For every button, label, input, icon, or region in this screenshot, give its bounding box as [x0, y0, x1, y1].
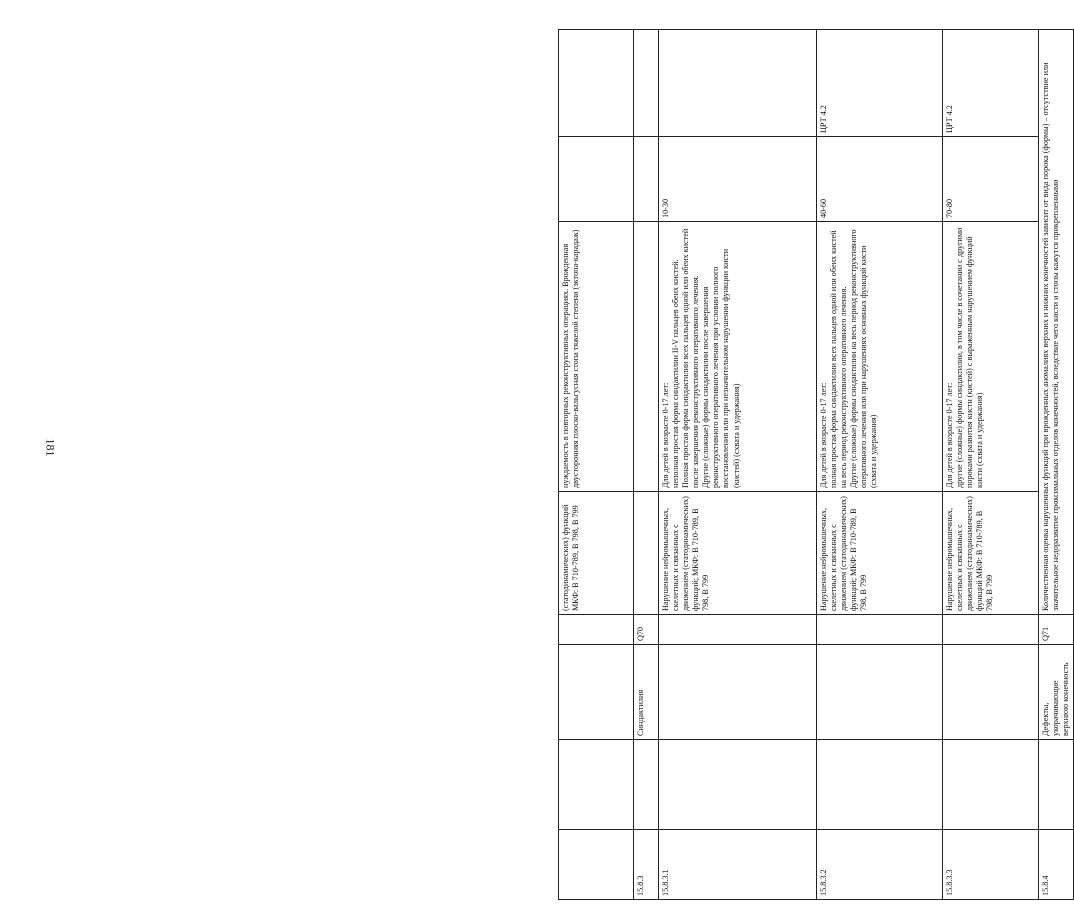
cell-code: 15.8.4	[1039, 830, 1074, 900]
cell-empty	[817, 740, 943, 830]
cell-criteria: ЦРТ 4.2	[943, 30, 1039, 137]
cell-code: 15.8.3.3	[943, 830, 1039, 900]
cell-criteria: ЦРТ 4.2	[817, 30, 943, 137]
cell-name	[943, 645, 1039, 740]
cell-disorder: Нарушение нейромышечных, скелетных и связанных с движением (статодинамических) функций; МКФ: В 710-789, В 798, В 799	[659, 492, 817, 615]
cell-code: 15.8.3.1	[659, 830, 817, 900]
cell-disorder: Нарушение нейромышечных, скелетных и связанных с движением (статодинамических) функций; МКФ: В 710-789, В 798, В 799	[817, 492, 943, 615]
cell-class	[559, 615, 634, 645]
cell-empty	[634, 740, 659, 830]
cell-percent: 70-80	[943, 137, 1039, 222]
table-row	[659, 30, 817, 900]
cell-characteristics: Для детей в возрасте 0-17 лет: полная простая форма синдактилии всех пальцев одной или обеих кистей на весь период реконструктивного оперативного лечения. Другие (сложные) формы синдактилии на весь период реконструктивного оперативного лечения или при нарушениях основных функций кисти (схвата и удержания)	[817, 222, 943, 492]
cell-percent: 40-60	[817, 137, 943, 222]
rotated-page	[558, 30, 1071, 900]
table-row	[634, 30, 659, 900]
cell-name	[817, 645, 943, 740]
cell-disorder: (статодинамических) функций МКФ: В 710-789, В 798, В 799	[559, 492, 634, 615]
disability-criteria-table	[558, 29, 1074, 900]
cell-characteristics	[634, 222, 659, 492]
cell-characteristics: Для детей в возрасте 0-17 лет: другие (сложные) формы синдактилии, в том числе в сочетании с другими пороками развития кисти (кистей) с выраженным нарушением функций кисти (схвата и удержания)	[943, 222, 1039, 492]
cell-name: Дефекты, укорачивающие верхнюю конечность	[1039, 645, 1074, 740]
cell-class: Q71	[1039, 615, 1074, 645]
cell-name	[559, 645, 634, 740]
cell-disorder	[634, 492, 659, 615]
cell-percent	[559, 137, 634, 222]
table-row	[559, 30, 634, 900]
table-row	[1039, 30, 1074, 900]
table-row	[817, 30, 943, 900]
page-number: 181	[43, 438, 58, 457]
cell-class: Q70	[634, 615, 659, 645]
cell-class	[943, 615, 1039, 645]
cell-criteria	[634, 30, 659, 137]
cell-note: Количественная оценка нарушенных функций при врожденных аномалиях верхних и нижних конечностей зависит от вида порока (формы) – отсутствие или значительное недоразвитие проксимальных отделов конечностей, вследствие чего кисти и стопы кажутся прикрепленными	[1039, 30, 1074, 615]
cell-empty	[659, 740, 817, 830]
cell-code	[559, 830, 634, 900]
cell-class	[659, 615, 817, 645]
cell-code: 15.8.3.2	[817, 830, 943, 900]
cell-empty	[1039, 740, 1074, 830]
cell-class	[817, 615, 943, 645]
cell-characteristics: Для детей в возрасте 0-17 лет: неполная простая форма синдактилии II-V пальцев обеих кистей. Полная простая форма синдактилии всех пальцев одной или обеих кистей после завершения реконструктивного оперативного лечения. Другие (сложные) формы синдактилии после завершения реконструктивного оперативного лечения при условии полного восстановления или при незначительном нарушении функции кисти (кистей) (схвата и удержания)	[659, 222, 817, 492]
cell-name	[659, 645, 817, 740]
cell-characteristics: нуждаемость в повторных реконструктивных операциях. Врожденная двусторонняя плоско-вальгусная стопа тяжелой степени (эктопа-карадаж)	[559, 222, 634, 492]
cell-disorder: Нарушение нейромышечных, скелетных и связанных с движением (статодинамических) функций МКФ: В 710-789, В 798, В 799	[943, 492, 1039, 615]
cell-name: Синдактилия	[634, 645, 659, 740]
cell-empty	[943, 740, 1039, 830]
cell-empty	[559, 740, 634, 830]
cell-criteria	[559, 30, 634, 137]
table-row	[943, 30, 1039, 900]
cell-code: 15.8.3	[634, 830, 659, 900]
cell-criteria	[659, 30, 817, 137]
cell-percent: 10-30	[659, 137, 817, 222]
cell-percent	[634, 137, 659, 222]
